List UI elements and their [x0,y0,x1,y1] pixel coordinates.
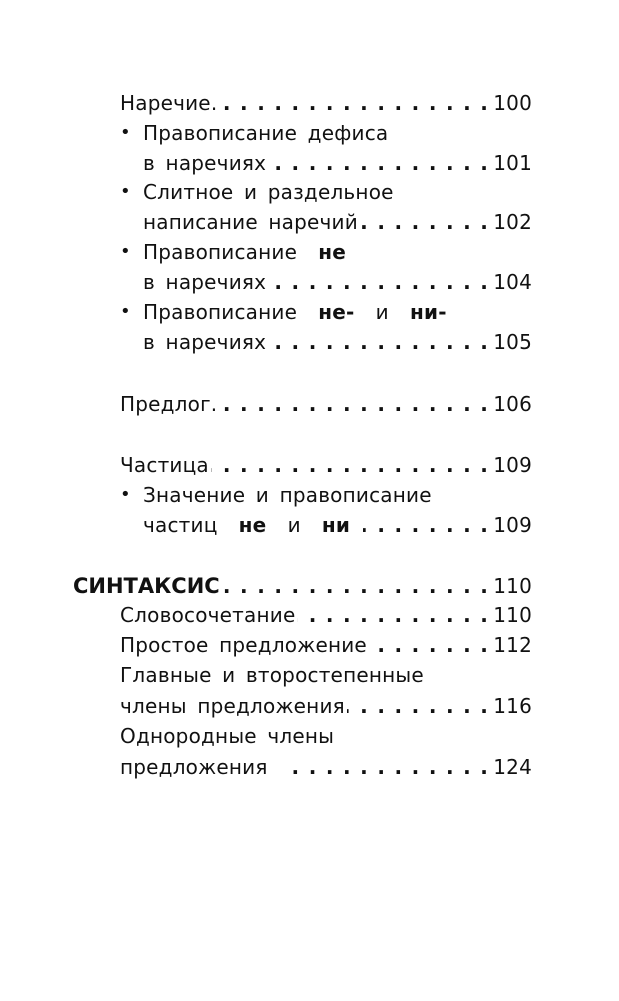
toc-entry-title: предложения [120,755,268,779]
toc-subentry-line [143,234,346,264]
toc-subentry-text: Правописание [143,240,298,264]
page-number: 101 [493,151,532,175]
toc-entry-title: Главные и второстепенные [120,663,424,687]
bold-particle: не- [318,300,355,324]
page-number: 105 [493,330,532,354]
toc-entry-simple-sentence[interactable] [120,627,532,657]
dot-leader [268,270,489,294]
toc-entry-title: Простое предложение [120,633,367,657]
toc-subentry-text: Значение и правописание [143,483,432,507]
toc-subentry-text: в наречиях [143,270,267,294]
bold-particle: не [238,513,267,537]
bold-particle: ни [321,513,351,537]
toc-subentry-hyphen-spelling[interactable] [143,145,532,175]
dot-leader [219,91,489,115]
page-number: 110 [493,603,532,627]
bullet-icon: • [120,484,131,505]
toc-subentry-text: написание наречий [143,210,358,234]
toc-entry-adverb[interactable] [120,85,532,115]
page-number: 124 [493,755,532,779]
toc-entry-preposition[interactable] [120,386,532,416]
toc-entry-title: Наречие. [120,91,218,115]
toc-subentry-joint-separate-spelling[interactable] [143,204,532,234]
dot-leader [347,694,489,718]
toc-entry-sentence-members[interactable] [120,688,532,718]
dot-leader [268,151,489,175]
page-number: 104 [493,270,532,294]
toc-subentry-text: в наречиях [143,151,267,175]
dot-leader [280,755,489,779]
toc-entry-line [120,718,334,748]
toc-entry-title: Словосочетание [120,603,296,627]
toc-subentry-text: Правописание дефиса [143,121,389,145]
toc-entry-title: Предлог. [120,392,218,416]
page-number: 112 [493,633,532,657]
page-number: 100 [493,91,532,115]
toc-entry-particle[interactable] [120,447,532,477]
bold-particle: не [318,240,347,264]
toc-entry-title: Частица [120,453,209,477]
toc-part-syntax[interactable] [73,568,532,598]
page-number: 110 [493,574,532,598]
toc-subentry-text: частиц [143,513,218,537]
toc-subentry-text: в наречиях [143,330,267,354]
dot-leader [222,574,490,598]
toc-subentry-ne-spelling[interactable] [143,264,532,294]
toc-entry-line [120,657,424,687]
bullet-icon: • [120,301,131,322]
bullet-icon: • [120,122,131,143]
bold-particle: ни- [410,300,447,324]
toc-entry-title: члены предложения [120,694,345,718]
conjunction-text: и [287,513,301,537]
toc-subentry-particles-meaning[interactable] [143,507,532,537]
toc-subentry-line [143,294,447,324]
bullet-icon: • [120,181,131,202]
dot-leader [363,513,490,537]
toc-subentry-text: Слитное и раздельное [143,180,394,204]
bullet-icon: • [120,241,131,262]
dot-leader [369,633,489,657]
toc-entry-homogeneous-members[interactable] [120,749,532,779]
dot-leader [360,210,489,234]
page-number: 109 [493,453,532,477]
page-number: 109 [493,513,532,537]
toc-subentry-line [143,174,394,204]
dot-leader [211,453,489,477]
toc-subentry-line [143,115,388,145]
toc-entry-title: Однородные члены [120,724,335,748]
page-number: 106 [493,392,532,416]
toc-subentry-ne-ni-spelling[interactable] [143,324,532,354]
dot-leader [219,392,489,416]
dot-leader [297,603,489,627]
conjunction-text: и [375,300,389,324]
toc-subentry-text: Правописание [143,300,298,324]
page-number: 116 [493,694,532,718]
page-number: 102 [493,210,532,234]
part-title: СИНТАКСИС [73,574,220,598]
dot-leader [268,330,489,354]
toc-subentry-line [143,477,432,507]
toc-entry-word-combination[interactable] [120,597,532,627]
